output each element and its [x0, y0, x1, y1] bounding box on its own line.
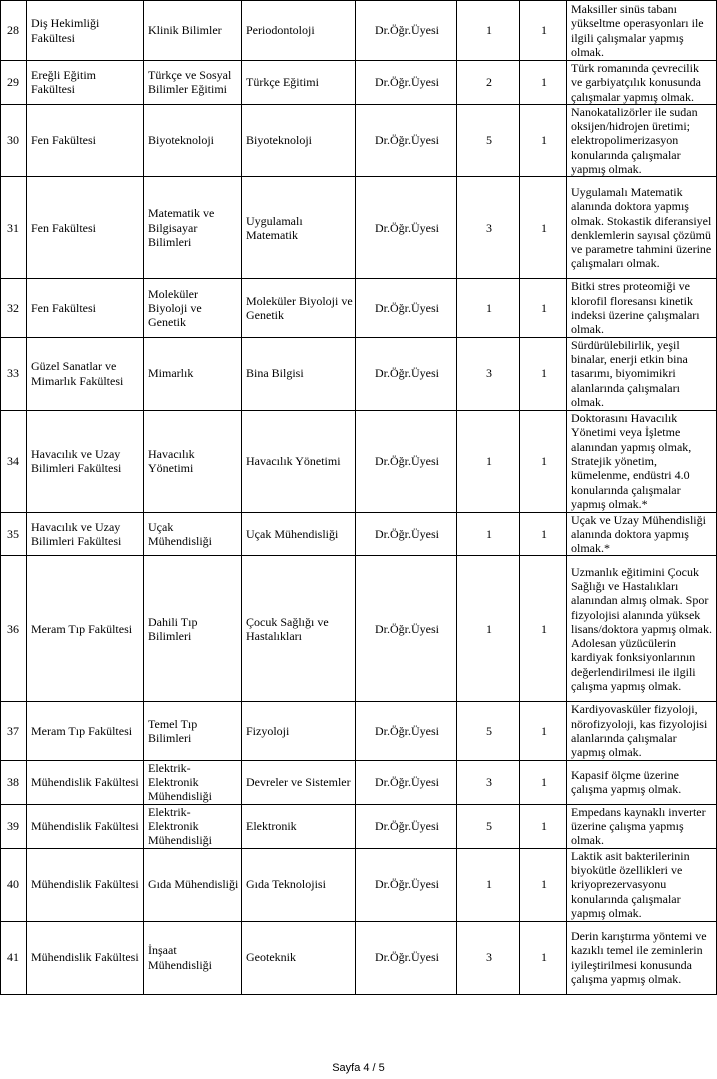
requirement-cell: Nanokatalizörler ile sudan oksijen/hidrojen üretimi; elektropolimerizasyon konularında çalışmalar yapmış olmak.: [567, 104, 717, 176]
title-cell: Dr.Öğr.Üyesi: [356, 760, 457, 804]
point-cell: 3: [457, 337, 520, 410]
field-cell: Havacılık Yönetimi: [242, 410, 356, 512]
requirement-cell: Uygulamalı Matematik alanında doktora yapmış olmak. Stokastik diferansiyel denklemlerin sayısal çözümü ve parametre tahmini üzerine çalışmaları olmak.: [567, 177, 717, 279]
department-cell: Moleküler Biyoloji ve Genetik: [144, 279, 242, 337]
department-cell: İnşaat Mühendisliği: [144, 921, 242, 994]
point-cell: 5: [457, 804, 520, 848]
count-cell: 1: [520, 512, 567, 556]
faculty-cell: Mühendislik Fakültesi: [27, 760, 144, 804]
table-row: [1, 1, 717, 61]
table-row: [1, 512, 717, 556]
title-cell: Dr.Öğr.Üyesi: [356, 279, 457, 337]
count-cell: 1: [520, 556, 567, 702]
department-cell: Gıda Mühendisliği: [144, 848, 242, 921]
title-cell: Dr.Öğr.Üyesi: [356, 512, 457, 556]
requirement-cell: Kapasif ölçme üzerine çalışma yapmış olmak.: [567, 760, 717, 804]
table-row: [1, 702, 717, 760]
row-number: 31: [1, 177, 27, 279]
faculty-cell: Meram Tıp Fakültesi: [27, 556, 144, 702]
requirement-cell: Uzmanlık eğitimini Çocuk Sağlığı ve Hastalıkları alanından almış olmak. Spor fizyolojisi alanında yüksek lisans/doktora yapmış olmak. Adolesan yüzücülerin kardiyak fonksiyonlarının değerlendirilmesi ile ilgili çalışma yapmış olmak.: [567, 556, 717, 702]
field-cell: Uçak Mühendisliği: [242, 512, 356, 556]
field-cell: Çocuk Sağlığı ve Hastalıkları: [242, 556, 356, 702]
department-cell: Matematik ve Bilgisayar Bilimleri: [144, 177, 242, 279]
row-number: 40: [1, 848, 27, 921]
count-cell: 1: [520, 760, 567, 804]
department-cell: Temel Tıp Bilimleri: [144, 702, 242, 760]
point-cell: 1: [457, 410, 520, 512]
count-cell: 1: [520, 279, 567, 337]
point-cell: 1: [457, 279, 520, 337]
field-cell: Elektronik: [242, 804, 356, 848]
title-cell: Dr.Öğr.Üyesi: [356, 702, 457, 760]
count-cell: 1: [520, 702, 567, 760]
table-row: [1, 921, 717, 994]
title-cell: Dr.Öğr.Üyesi: [356, 177, 457, 279]
table-row: [1, 177, 717, 279]
table-row: [1, 337, 717, 410]
title-cell: Dr.Öğr.Üyesi: [356, 556, 457, 702]
point-cell: 5: [457, 702, 520, 760]
table-row: [1, 410, 717, 512]
row-number: 39: [1, 804, 27, 848]
faculty-cell: Ereğli Eğitim Fakültesi: [27, 61, 144, 105]
field-cell: Uygulamalı Matematik: [242, 177, 356, 279]
field-cell: Gıda Teknolojisi: [242, 848, 356, 921]
department-cell: Klinik Bilimler: [144, 1, 242, 61]
point-cell: 2: [457, 61, 520, 105]
requirement-cell: Bitki stres proteomiği ve klorofil floresansı kinetik indeksi üzerine çalışmaları olmak.: [567, 279, 717, 337]
title-cell: Dr.Öğr.Üyesi: [356, 337, 457, 410]
department-cell: Biyoteknoloji: [144, 104, 242, 176]
count-cell: 1: [520, 61, 567, 105]
faculty-cell: Mühendislik Fakültesi: [27, 804, 144, 848]
requirement-cell: Türk romanında çevrecilik ve garbiyatçılık konusunda çalışmalar yapmış olmak.: [567, 61, 717, 105]
title-cell: Dr.Öğr.Üyesi: [356, 921, 457, 994]
requirement-cell: Doktorasını Havacılık Yönetimi veya İşletme alanından yapmış olmak, Stratejik yönetim, kümelenme, endüstri 4.0 konularında çalışmalar yapmış olmak.*: [567, 410, 717, 512]
faculty-cell: Diş Hekimliği Fakültesi: [27, 1, 144, 61]
faculty-cell: Fen Fakültesi: [27, 177, 144, 279]
field-cell: Biyoteknoloji: [242, 104, 356, 176]
field-cell: Fizyoloji: [242, 702, 356, 760]
count-cell: 1: [520, 848, 567, 921]
row-number: 41: [1, 921, 27, 994]
requirement-cell: Maksiller sinüs tabanı yükseltme operasyonları ile ilgili çalışmalar yapmış olmak.: [567, 1, 717, 61]
row-number: 36: [1, 556, 27, 702]
requirement-cell: Derin karıştırma yöntemi ve kazıklı temel ile zeminlerin iyileştirilmesi konusunda çalışma yapmış olmak.: [567, 921, 717, 994]
point-cell: 3: [457, 760, 520, 804]
table-row: [1, 556, 717, 702]
table-row: [1, 760, 717, 804]
point-cell: 3: [457, 177, 520, 279]
department-cell: Havacılık Yönetimi: [144, 410, 242, 512]
point-cell: 1: [457, 512, 520, 556]
field-cell: Geoteknik: [242, 921, 356, 994]
count-cell: 1: [520, 410, 567, 512]
count-cell: 1: [520, 921, 567, 994]
requirement-cell: Laktik asit bakterilerinin biyokütle özellikleri ve kriyoprezervasyonu konularında çalışmalar yapmış olmak.: [567, 848, 717, 921]
title-cell: Dr.Öğr.Üyesi: [356, 848, 457, 921]
title-cell: Dr.Öğr.Üyesi: [356, 104, 457, 176]
department-cell: Elektrik-Elektronik Mühendisliği: [144, 804, 242, 848]
requirement-cell: Kardiyovasküler fizyoloji, nörofizyoloji, kas fizyolojisi alanlarında çalışmalar yapmış olmak.: [567, 702, 717, 760]
table-row: [1, 848, 717, 921]
row-number: 33: [1, 337, 27, 410]
requirement-cell: Uçak ve Uzay Mühendisliği alanında doktora yapmış olmak.*: [567, 512, 717, 556]
field-cell: Devreler ve Sistemler: [242, 760, 356, 804]
department-cell: Elektrik-Elektronik Mühendisliği: [144, 760, 242, 804]
faculty-cell: Fen Fakültesi: [27, 104, 144, 176]
field-cell: Bina Bilgisi: [242, 337, 356, 410]
faculty-cell: Güzel Sanatlar ve Mimarlık Fakültesi: [27, 337, 144, 410]
title-cell: Dr.Öğr.Üyesi: [356, 61, 457, 105]
field-cell: Periodontoloji: [242, 1, 356, 61]
count-cell: 1: [520, 1, 567, 61]
row-number: 28: [1, 1, 27, 61]
department-cell: Mimarlık: [144, 337, 242, 410]
row-number: 29: [1, 61, 27, 105]
point-cell: 1: [457, 848, 520, 921]
count-cell: 1: [520, 804, 567, 848]
faculty-cell: Mühendislik Fakültesi: [27, 848, 144, 921]
count-cell: 1: [520, 177, 567, 279]
department-cell: Türkçe ve Sosyal Bilimler Eğitimi: [144, 61, 242, 105]
table-row: [1, 61, 717, 105]
table-row: [1, 104, 717, 176]
row-number: 30: [1, 104, 27, 176]
row-number: 35: [1, 512, 27, 556]
title-cell: Dr.Öğr.Üyesi: [356, 1, 457, 61]
row-number: 34: [1, 410, 27, 512]
table-row: [1, 804, 717, 848]
requirement-cell: Sürdürülebilirlik, yeşil binalar, enerji etkin bina tasarımı, biyomimikri alanlarında çalışmaları olmak.: [567, 337, 717, 410]
faculty-cell: Havacılık ve Uzay Bilimleri Fakültesi: [27, 410, 144, 512]
point-cell: 1: [457, 556, 520, 702]
faculty-cell: Meram Tıp Fakültesi: [27, 702, 144, 760]
title-cell: Dr.Öğr.Üyesi: [356, 410, 457, 512]
field-cell: Türkçe Eğitimi: [242, 61, 356, 105]
count-cell: 1: [520, 337, 567, 410]
page-number: Sayfa 4 / 5: [332, 1062, 385, 1074]
count-cell: 1: [520, 104, 567, 176]
title-cell: Dr.Öğr.Üyesi: [356, 804, 457, 848]
requirement-cell: Empedans kaynaklı inverter üzerine çalışma yapmış olmak.: [567, 804, 717, 848]
row-number: 32: [1, 279, 27, 337]
point-cell: 1: [457, 1, 520, 61]
field-cell: Moleküler Biyoloji ve Genetik: [242, 279, 356, 337]
row-number: 37: [1, 702, 27, 760]
department-cell: Dahili Tıp Bilimleri: [144, 556, 242, 702]
point-cell: 3: [457, 921, 520, 994]
point-cell: 5: [457, 104, 520, 176]
department-cell: Uçak Mühendisliği: [144, 512, 242, 556]
table-row: [1, 279, 717, 337]
row-number: 38: [1, 760, 27, 804]
faculty-cell: Havacılık ve Uzay Bilimleri Fakültesi: [27, 512, 144, 556]
faculty-cell: Mühendislik Fakültesi: [27, 921, 144, 994]
faculty-cell: Fen Fakültesi: [27, 279, 144, 337]
